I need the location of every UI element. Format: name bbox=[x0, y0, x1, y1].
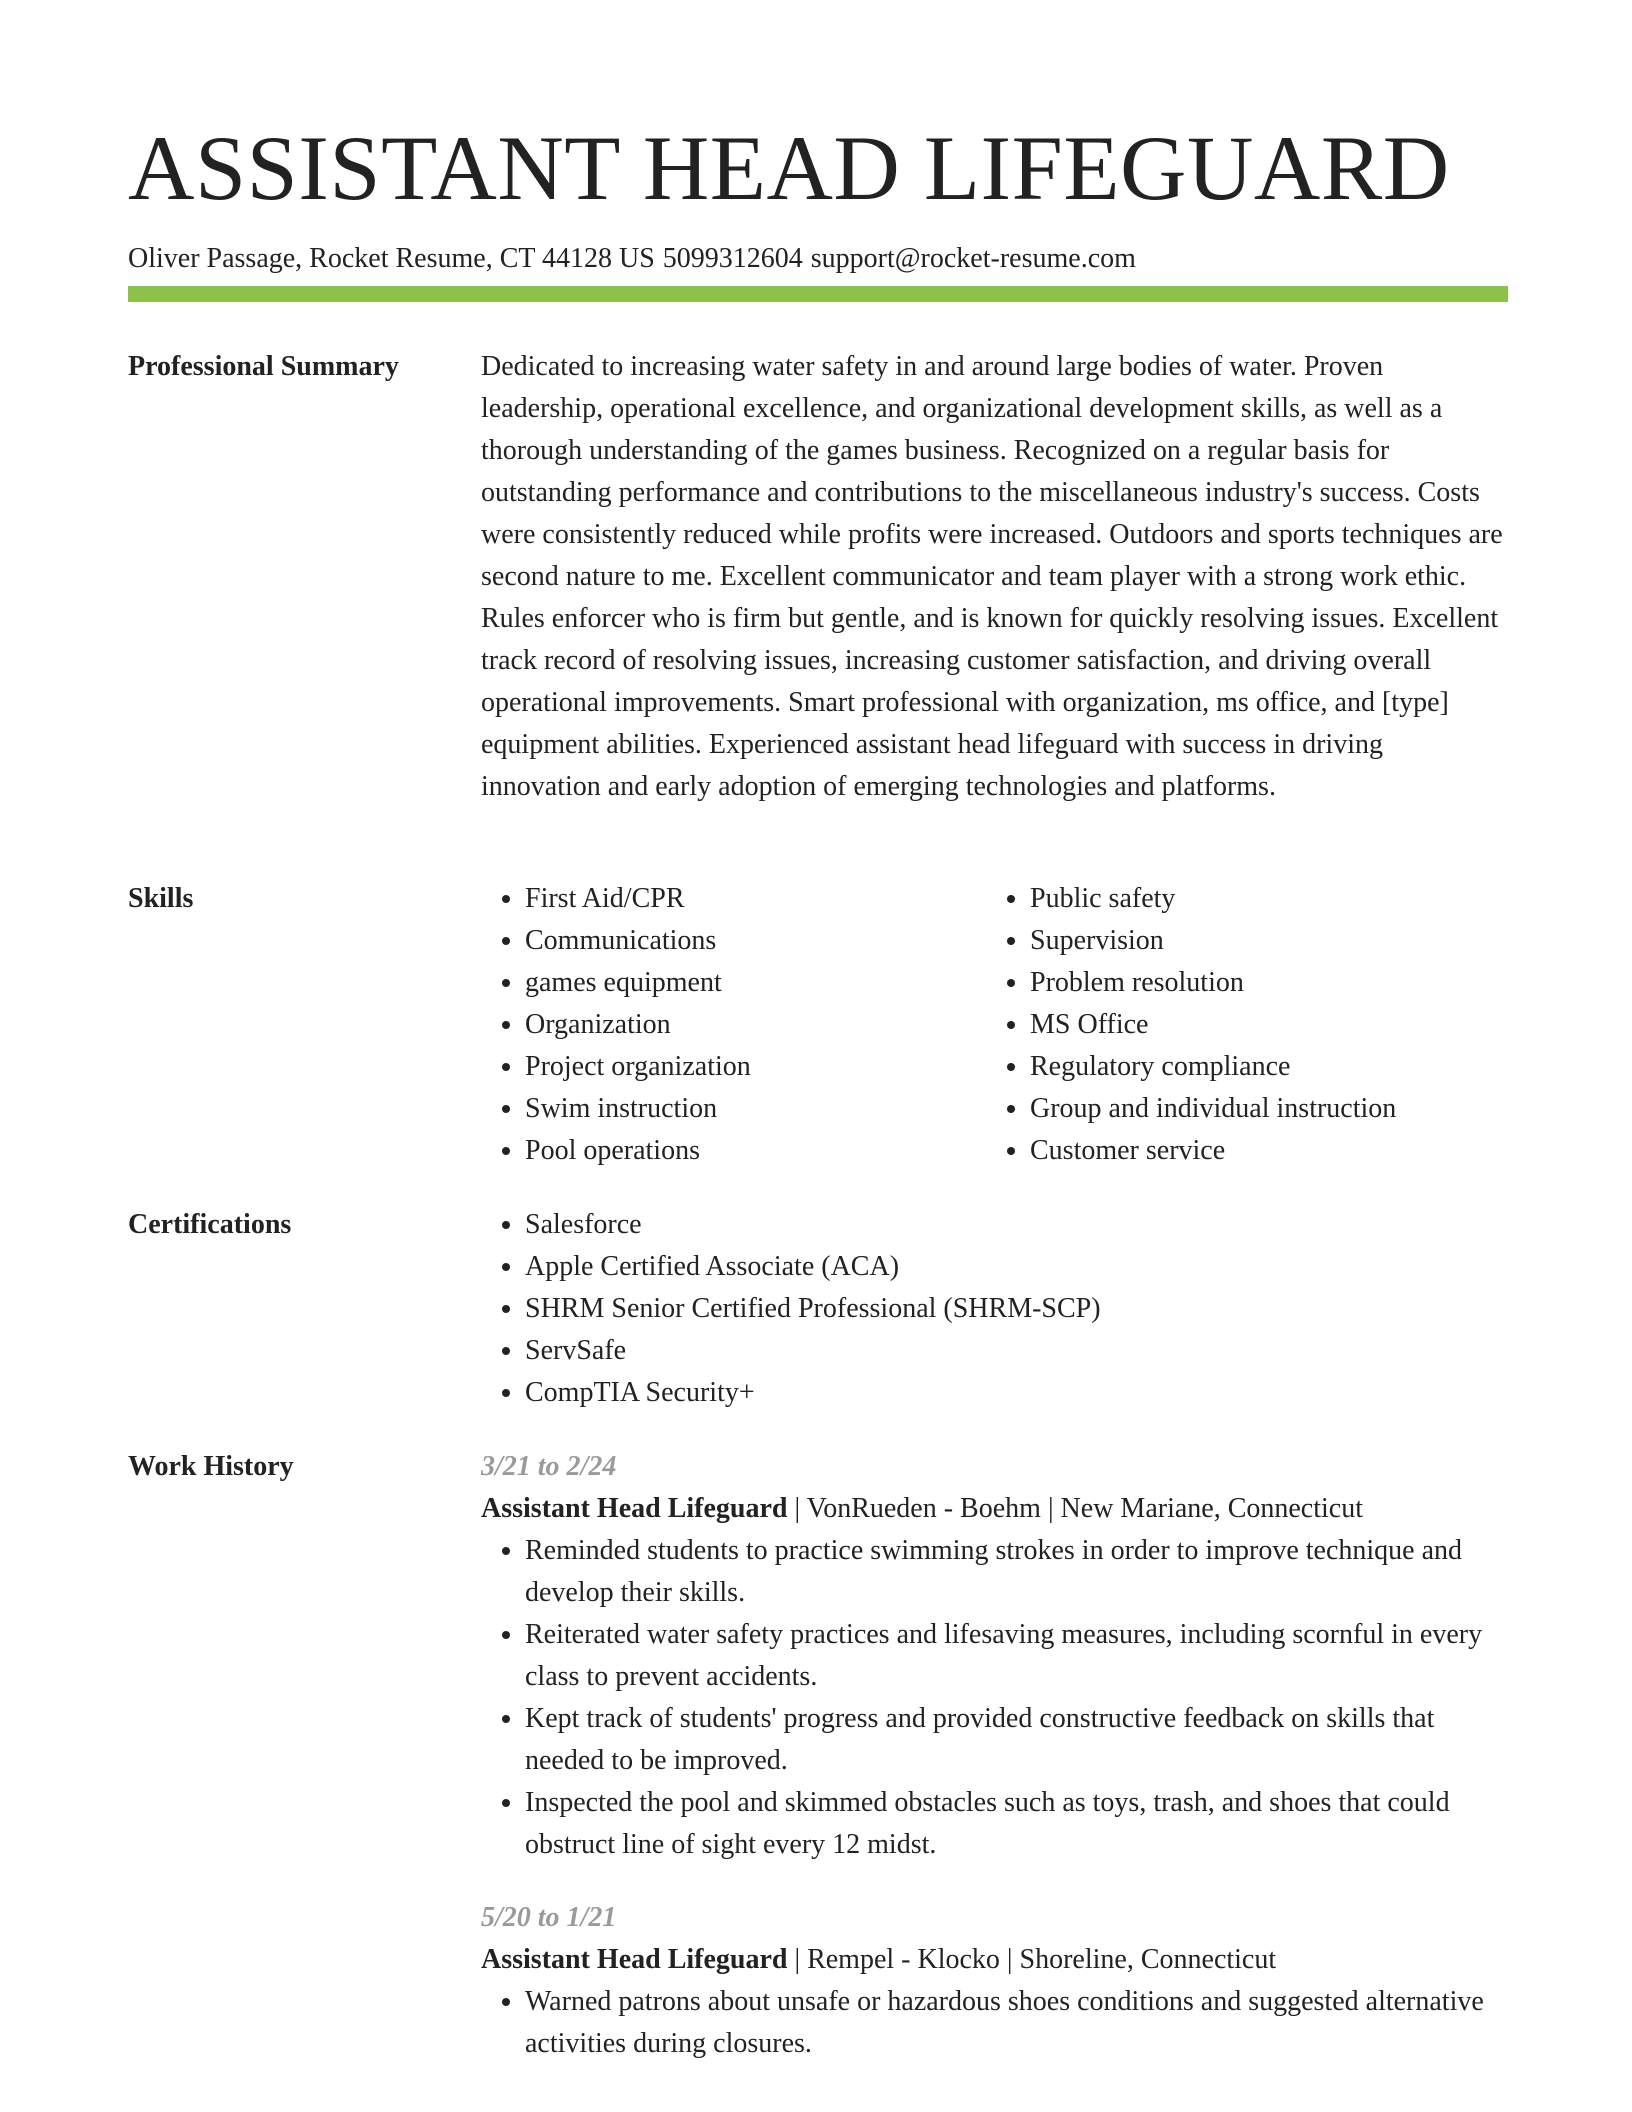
work-history-body bbox=[481, 1446, 1508, 2065]
job-company: VonRueden - Boehm bbox=[806, 1493, 1041, 1524]
contact-phone: 5099312604 bbox=[662, 243, 803, 274]
job-bullet: • Reminded students to practice swimming strokes in order to improve technique and develop their skills. bbox=[525, 1530, 1508, 1614]
skill-item: • Group and individual instruction bbox=[1030, 1088, 1550, 1130]
job-separator: | bbox=[1040, 1493, 1061, 1524]
skill-item: • Problem resolution bbox=[1030, 962, 1550, 1004]
job-company: Rempel - Klocko bbox=[807, 1944, 1000, 1975]
job-separator: | bbox=[787, 1944, 808, 1975]
job-title: Assistant Head Lifeguard bbox=[481, 1944, 788, 1975]
skill-item: • First Aid/CPR bbox=[525, 878, 986, 920]
job-location: New Mariane, Connecticut bbox=[1060, 1493, 1363, 1524]
skill-item: • Project organization bbox=[525, 1046, 986, 1088]
skill-item: • Organization bbox=[525, 1004, 986, 1046]
certification-item: • CompTIA Security+ bbox=[525, 1372, 1508, 1414]
certification-item: • Salesforce bbox=[525, 1204, 1508, 1246]
job-dates: 5/20 to 1/21 bbox=[481, 1902, 617, 1933]
job-heading bbox=[481, 1488, 1508, 1530]
skill-item: • Swim instruction bbox=[525, 1088, 986, 1130]
skill-item: • games equipment bbox=[525, 962, 986, 1004]
job-entry bbox=[481, 1897, 1508, 2065]
skills-list-right bbox=[986, 878, 1550, 1172]
contact-line bbox=[128, 242, 1508, 276]
job-separator: | bbox=[787, 1493, 807, 1524]
job-bullets bbox=[481, 1530, 1508, 1866]
summary-body bbox=[481, 346, 1508, 808]
job-bullets bbox=[481, 1981, 1508, 2065]
page-title: ASSISTANT HEAD LIFEGUARD bbox=[128, 117, 1450, 219]
skills-body bbox=[481, 878, 1508, 1172]
skills-list-left bbox=[481, 878, 986, 1172]
job-heading bbox=[481, 1939, 1508, 1981]
summary-heading: Professional Summary bbox=[128, 351, 399, 382]
skill-item: • Public safety bbox=[1030, 878, 1550, 920]
header-divider bbox=[128, 286, 1508, 302]
certifications-body bbox=[481, 1204, 1508, 1414]
skill-item: • Pool operations bbox=[525, 1130, 986, 1172]
skills-heading: Skills bbox=[128, 883, 194, 914]
certification-item: • ServSafe bbox=[525, 1330, 1508, 1372]
job-entry bbox=[481, 1446, 1508, 1866]
summary-text: Dedicated to increasing water safety in and around large bodies of water. Proven leadership, operational excellence, and organizational development skills, as well as a thorough understanding of the games business. Recognized on a regular basis for outstanding performance and contributions to the miscellaneous industry's success. Costs were consistently reduced while profits were increased. Outdoors and sports techniques are second nature to me. Excellent communicator and team player with a strong work ethic. Rules enforcer who is firm but gentle, and is known for quickly resolving issues. Excellent track record of resolving issues, increasing customer satisfaction, and driving overall operational improvements. Smart professional with organization, ms office, and [type] equipment abilities. Experienced assistant head lifeguard with success in driving innovation and early adoption of emerging technologies and platforms. bbox=[481, 351, 1503, 802]
job-dates: 3/21 to 2/24 bbox=[481, 1451, 617, 1482]
contact-email: support@rocket-resume.com bbox=[810, 243, 1136, 274]
certification-item: • SHRM Senior Certified Professional (SHRM-SCP) bbox=[525, 1288, 1508, 1330]
contact-address: Oliver Passage, Rocket Resume, CT 44128 US bbox=[128, 243, 655, 274]
resume-header bbox=[128, 118, 1508, 276]
skill-item: • Regulatory compliance bbox=[1030, 1046, 1550, 1088]
skill-item: • Customer service bbox=[1030, 1130, 1550, 1172]
job-title: Assistant Head Lifeguard bbox=[481, 1493, 788, 1524]
skill-item: • MS Office bbox=[1030, 1004, 1550, 1046]
job-separator: | bbox=[999, 1944, 1020, 1975]
job-location: Shoreline, Connecticut bbox=[1019, 1944, 1277, 1975]
work-history-heading: Work History bbox=[128, 1451, 294, 1482]
job-bullet: • Kept track of students' progress and provided constructive feedback on skills that needed to be improved. bbox=[525, 1698, 1508, 1782]
certifications-heading: Certifications bbox=[128, 1209, 292, 1240]
job-bullet: • Warned patrons about unsafe or hazardous shoes conditions and suggested alternative activities during closures. bbox=[525, 1981, 1508, 2065]
certifications-list bbox=[481, 1204, 1508, 1414]
skill-item: • Communications bbox=[525, 920, 986, 962]
job-bullet: • Reiterated water safety practices and lifesaving measures, including scornful in every class to prevent accidents. bbox=[525, 1614, 1508, 1698]
skill-item: • Supervision bbox=[1030, 920, 1550, 962]
job-bullet: • Inspected the pool and skimmed obstacles such as toys, trash, and shoes that could obstruct line of sight every 12 midst. bbox=[525, 1782, 1508, 1866]
certification-item: • Apple Certified Associate (ACA) bbox=[525, 1246, 1508, 1288]
